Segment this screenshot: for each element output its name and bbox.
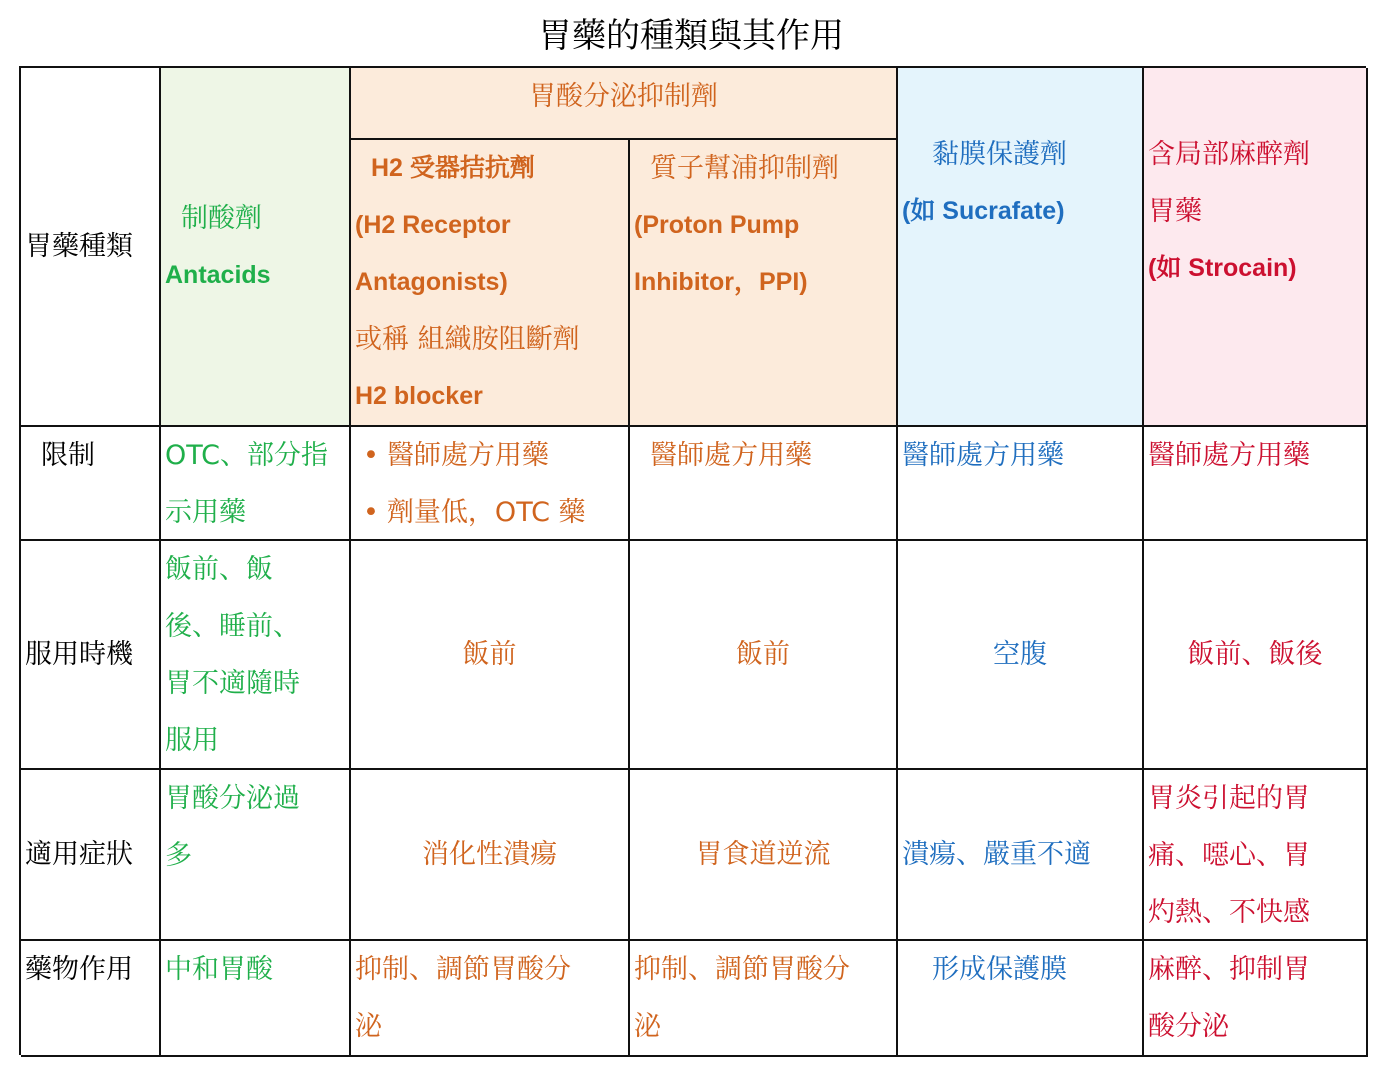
cell-line: 酸分泌 [1148,1011,1229,1042]
row-label-type [21,68,161,427]
h2-name-en-2: Antagonists) [355,268,508,296]
row-label-text: 限制 [41,440,95,471]
cell-line: 胃炎引起的胃 [1148,783,1310,814]
row-label-text: 服用時機 [25,639,133,670]
restriction-anesthetic [1144,427,1368,541]
timing-ppi [630,541,898,770]
header-antacid [161,68,351,427]
h2-alias: 或稱 組織胺阻斷劑 [355,324,580,355]
h2-name [355,140,628,197]
timing-mucosal [898,541,1144,770]
anesthetic-name: 含局部麻醉劑 [1148,139,1310,170]
cell-line: 痛、噁心、胃 [1148,840,1310,871]
cell-line: 多 [165,840,192,871]
anesthetic-example: (如 Strocain) [1148,254,1297,282]
h2-blocker: H2 blocker [355,382,483,410]
cell-line: 飯前、飯後 [1187,639,1323,670]
symptoms-anesthetic [1144,770,1368,941]
anesthetic-name-2: 胃藥 [1148,196,1202,227]
effect-anesthetic [1144,941,1368,1057]
mucosal-name: 黏膜保護劑 [932,139,1067,170]
acid-inhibitor-group-label: 胃酸分泌抑制劑 [529,81,718,112]
bullet-item: • 劑量低，OTC 藥 [363,484,628,541]
cell-line: 胃酸分泌過 [165,783,300,814]
cell-line: 服用 [165,725,219,756]
cell-line: 飯前 [736,639,790,670]
ppi-name-en-1: (Proton Pump [634,211,800,239]
cell-line: 麻醉、抑制胃 [1148,954,1310,985]
cell-line: 泌 [634,1011,661,1042]
header-anesthetic [1144,68,1368,427]
symptoms-h2 [351,770,630,941]
cell-line: 醫師處方用藥 [902,440,1064,471]
effect-ppi [630,941,898,1057]
row-label-timing [21,541,161,770]
cell-line: 中和胃酸 [165,954,273,985]
cell-line: 胃不適隨時 [165,668,300,699]
cell-line: 形成保護膜 [932,954,1067,985]
restriction-mucosal [898,427,1144,541]
mucosal-example: (如 Sucrafate) [902,197,1065,225]
effect-mucosal [898,941,1144,1057]
page-title: 胃藥的種類與其作用 [538,16,844,56]
cell-line: 後、睡前、 [165,611,300,642]
row-label-restriction [21,427,161,541]
cell-line: 飯前 [462,639,517,670]
h2-name-en-1: (H2 Receptor [355,211,511,239]
header-h2 [351,140,630,427]
symptoms-mucosal [898,770,1144,941]
cell-line: 灼熱、不快感 [1148,897,1310,928]
cell-line: 抑制、調節胃酸分 [355,954,571,985]
drug-table [19,66,1366,1055]
cell-line: 醫師處方用藥 [650,440,812,471]
cell-line: 空腹 [993,639,1047,670]
antacid-name-zh: 制酸劑 [181,202,262,234]
antacid-name-en: Antacids [165,260,271,289]
timing-h2 [351,541,630,770]
header-ppi [630,140,898,427]
row-label-text: 藥物作用 [25,954,133,985]
cell-line: OTC、部分指 [165,440,329,471]
symptoms-ppi [630,770,898,941]
header-mucosal [898,68,1144,427]
symptoms-antacid [161,770,351,941]
cell-line: 泌 [355,1011,382,1042]
ppi-name-en-2: Inhibitor，PPI) [634,268,808,296]
timing-anesthetic [1144,541,1368,770]
cell-line: 潰瘍、嚴重不適 [902,839,1091,870]
cell-line: 抑制、調節胃酸分 [634,954,850,985]
restriction-ppi [630,427,898,541]
cell-line: 示用藥 [165,497,246,528]
row-label-effect [21,941,161,1057]
cell-line: 消化性潰瘍 [422,839,557,870]
row-label-text: 胃藥種類 [25,231,133,262]
bullet-item: • 醫師處方用藥 [363,427,628,484]
cell-line: 飯前、飯 [165,554,273,585]
header-acid-inhibitor-group [351,68,898,140]
restriction-h2 [351,427,630,541]
cell-line: 胃食道逆流 [695,839,831,870]
timing-antacid [161,541,351,770]
row-label-text: 適用症狀 [25,839,133,870]
h2-name-text: H2 受器拮抗劑 [371,154,535,182]
row-label-symptoms [21,770,161,941]
cell-line: 醫師處方用藥 [1148,440,1310,471]
effect-h2 [351,941,630,1057]
restriction-antacid [161,427,351,541]
ppi-name: 質子幫浦抑制劑 [650,153,839,184]
effect-antacid [161,941,351,1057]
